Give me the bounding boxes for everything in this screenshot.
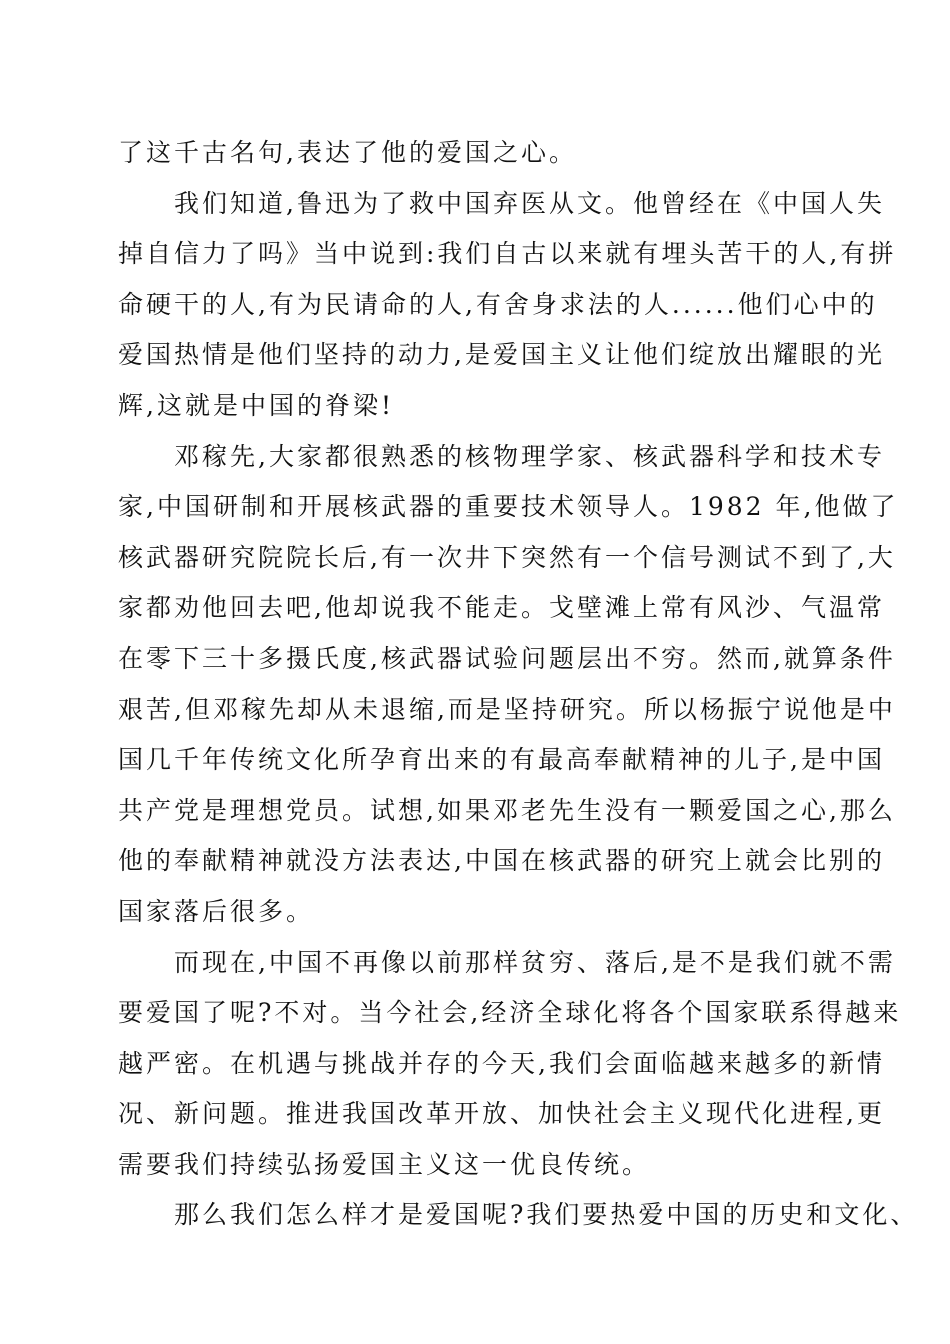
- text-line: 核武器研究院院长后,有一次井下突然有一个信号测试不到了,大: [118, 542, 896, 572]
- text-line: 需要我们持续弘扬爱国主义这一优良传统。: [118, 1149, 651, 1179]
- paragraph: [118, 128, 838, 179]
- text-line: 他的奉献精神就没方法表达,中国在核武器的研究上就会比别的: [118, 846, 885, 876]
- text-line: 国几千年传统文化所孕育出来的有最高奉献精神的儿子,是中国: [118, 745, 885, 775]
- text-line: 要爱国了呢?不对。当今社会,经济全球化将各个国家联系得越来: [118, 998, 902, 1028]
- paragraph: [118, 179, 897, 432]
- text-line: 家,中国研制和开展核武器的重要技术领导人。1982 年,他做了: [118, 492, 899, 522]
- text-line: 共产党是理想党员。试想,如果邓老先生没有一颗爱国之心,那么: [118, 795, 896, 825]
- text-line: 掉自信力了吗》当中说到:我们自古以来就有埋头苦干的人,有拼: [118, 239, 897, 269]
- text-line: 国家落后很多。: [118, 896, 315, 926]
- text-line: 家都劝他回去吧,他却说我不能走。戈壁滩上常有风沙、气温常: [118, 593, 885, 623]
- text-line: 爱国热情是他们坚持的动力,是爱国主义让他们绽放出耀眼的光: [118, 340, 885, 370]
- paragraph: [118, 1190, 919, 1241]
- text-line: 在零下三十多摄氏度,核武器试验问题层出不穷。然而,就算条件: [118, 643, 896, 673]
- text-line: 况、新问题。推进我国改革开放、加快社会主义现代化进程,更: [118, 1099, 885, 1129]
- text-line: 邓稼先,大家都很熟悉的核物理学家、核武器科学和技术专: [174, 441, 885, 471]
- text-line: 了这千古名句,表达了他的爱国之心。: [118, 138, 577, 167]
- text-line: 那么我们怎么样才是爱国呢?我们要热爱中国的历史和文化、: [174, 1200, 919, 1230]
- text-line: 辉,这就是中国的脊梁!: [118, 390, 394, 420]
- text-line: 命硬干的人,有为民请命的人,有舍身求法的人......他们心中的: [118, 289, 878, 319]
- text-line: 艰苦,但邓稼先却从未退缩,而是坚持研究。所以杨振宁说他是中: [118, 694, 896, 724]
- text-line: 越严密。在机遇与挑战并存的今天,我们会面临越来越多的新情: [118, 1048, 885, 1078]
- paragraph: [118, 432, 899, 938]
- paragraph: [118, 938, 902, 1191]
- text-line: 而现在,中国不再像以前那样贫穷、落后,是不是我们就不需: [174, 947, 896, 977]
- body-text: [118, 128, 919, 1241]
- text-line: 我们知道,鲁迅为了救中国弃医从文。他曾经在《中国人失: [174, 188, 885, 218]
